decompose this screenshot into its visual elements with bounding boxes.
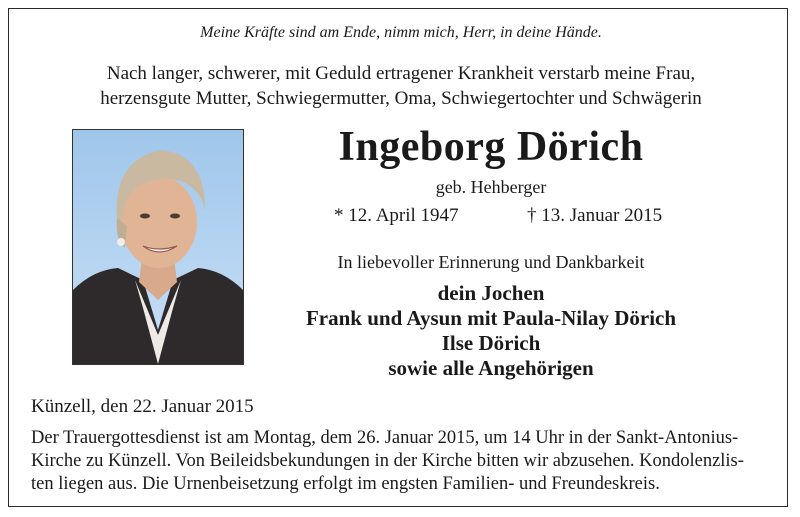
- family-line: Frank und Aysun mit Paula-Nilay Dörich: [305, 306, 677, 330]
- family-signatures: [249, 281, 733, 381]
- memory-line: In liebevoller Erinnerung und Dankbarkeit: [337, 252, 645, 272]
- intro-line: herzensgute Mutter, Schwiegermutter, Oma, Schwiegertochter und Schwägerin: [100, 88, 702, 109]
- service-line: ten liegen aus. Die Urnenbeisetzung erfolgt im engsten Familien- und Freundeskreis.: [31, 474, 660, 494]
- service-info: [31, 427, 781, 496]
- maiden-name: geb. Hehberger: [435, 177, 547, 197]
- place-date: Künzell, den 22. Januar 2015: [31, 396, 254, 417]
- intro-text: [9, 61, 793, 111]
- family-line: Ilse Dörich: [441, 331, 541, 355]
- intro-line: Nach langer, schwerer, mit Geduld ertragener Krankheit verstarb meine Frau,: [106, 63, 696, 84]
- birth-date: * 12. April 1947: [334, 205, 459, 226]
- death-date: † 13. Januar 2015: [527, 205, 663, 226]
- portrait-photo: [72, 129, 244, 365]
- service-line: Kirche zu Künzell. Von Beileidsbekundungen in der Kirche bitten wir abzusehen. Kondolenzlis-: [31, 451, 744, 471]
- deceased-name: Ingeborg Dörich: [338, 124, 644, 170]
- family-line: sowie alle Angehörigen: [388, 356, 594, 380]
- motto: Meine Kräfte sind am Ende, nimm mich, Herr, in deine Hände.: [200, 24, 602, 41]
- service-line: Der Trauergottesdienst ist am Montag, dem 26. Januar 2015, um 14 Uhr in der Sankt-Antonius-: [31, 428, 739, 448]
- family-line: dein Jochen: [437, 281, 545, 305]
- obituary-notice: [8, 8, 788, 507]
